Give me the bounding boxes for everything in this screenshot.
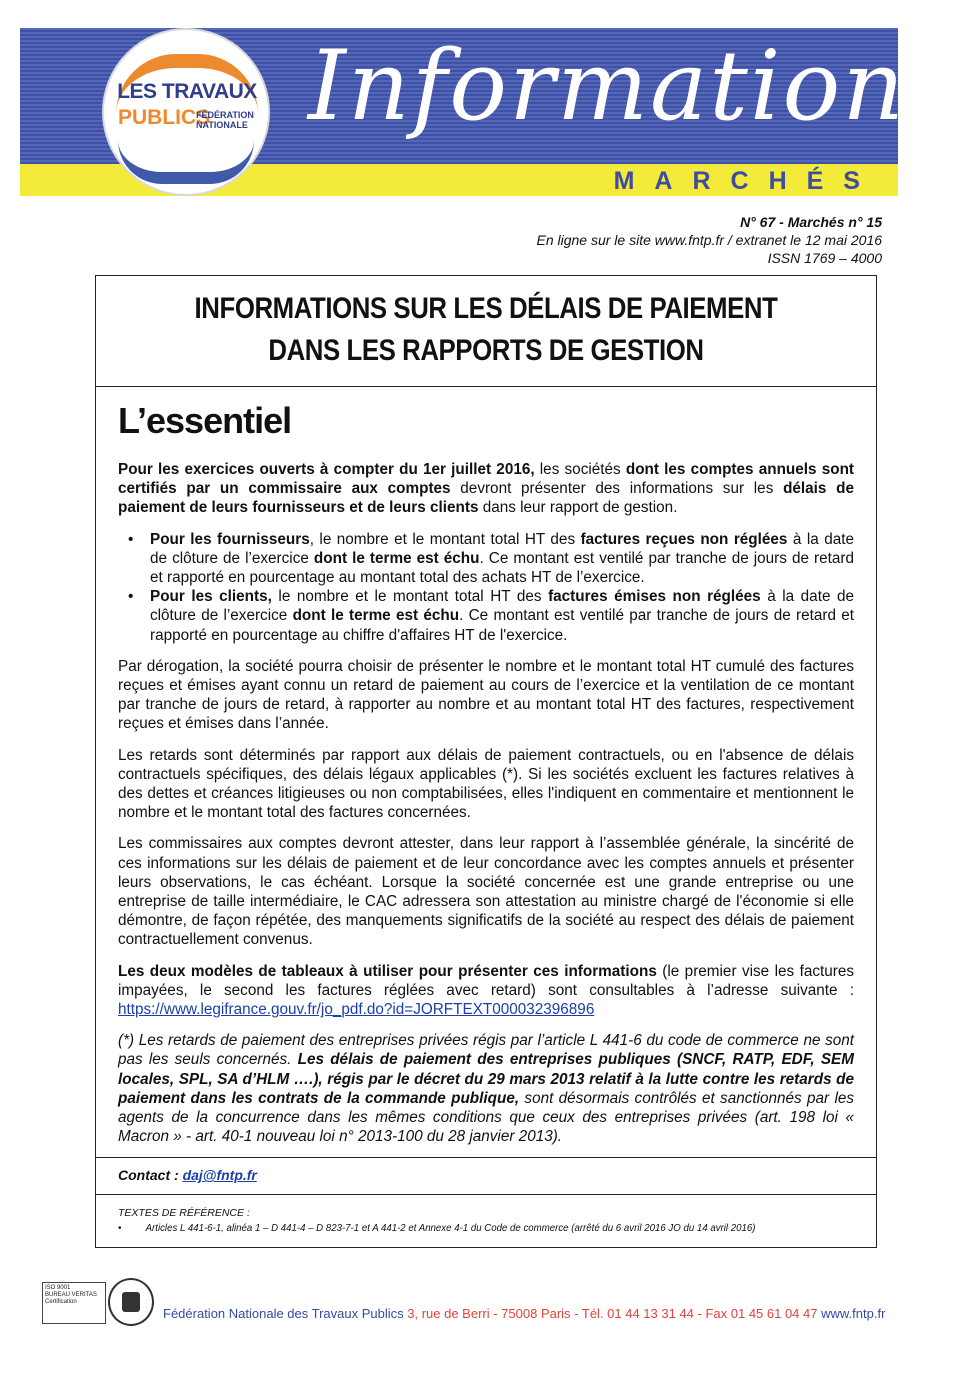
modeles-paragraph: Les deux modèles de tableaux à utiliser pour présenter ces informations (le premier vise les factures impayées, le second les factures réglées avec retard) sont consultables à l’adresse suivante : https://www.legifrance.gouv.fr/jo_pdf.do?id=JORFTEXT000032396896 [118, 962, 854, 1019]
logo-text-bottom: PUBLICS [118, 106, 211, 129]
bullet-clients: • Pour les clients, le nombre et le montant total HT des factures émises non réglées à la date de clôture de l’exercice dont le terme est échu. Ce montant est ventilé par tranche de jours de retard et rapporté en pourcentage au chiffre d'affaires HT de l'exercice. [150, 587, 854, 645]
footer-site[interactable]: www.fntp.fr [817, 1306, 886, 1321]
main-box [95, 275, 877, 1248]
footnote: (*) Les retards de paiement des entreprises privées régis par l’article L 441-6 du code de commerce ne sont pas les seuls concernés. Les délais de paiement des entreprises publiques (SNCF, RATP, EDF, SEM locales, SPL, SA d’HLM ….), régis par le décret du 29 mars 2013 relatif à la lutte contre les retards de paiement dans les contrats de la commande publique, sont désormais contrôlés et sanctionnés par les agents de la concurrence dans les mêmes conditions que ceux des entreprises privées (art. 198 loi « Macron » - art. 40-1 nouveau loi n° 2013-100 du 28 janvier 2013). [118, 1032, 854, 1146]
commissaires-paragraph: Les commissaires aux comptes devront attester, dans leur rapport à l’assemblée générale, la sincérité de ces informations sur les délais de paiement et de leur concordance avec les comptes annuels et présenter leurs observations, le cas échéant. Lorsque la société concernée est une grande entreprise ou une entreprise de taille intermédiaire, le CAC adressera son attestation au ministre chargé de l'économie si elle démontre, de façon répétée, des manquements significatifs de la société au respect des délais de paiement contractuellement convenus. [118, 835, 854, 949]
contact-label: Contact : [118, 1167, 179, 1183]
online-note: En ligne sur le site www.fntp.fr / extranet le 12 mai 2016 [536, 232, 882, 248]
intro-paragraph: Pour les exercices ouverts à compter du 1er juillet 2016, les sociétés dont les comptes annuels sont certifiés par un commissaire aux comptes devront présenter des informations sur les délais de paiement de leurs fournisseurs et de leurs clients dans leur rapport de gestion. [118, 461, 855, 517]
title-box [96, 276, 876, 387]
logo-federation [196, 110, 254, 130]
issue-number: N° 67 - Marchés n° 15 [740, 214, 882, 230]
footer-org: Fédération Nationale des Travaux Publics [163, 1306, 404, 1321]
doc-title-line1: INFORMATIONS SUR LES DÉLAIS DE PAIEMENT [194, 292, 778, 325]
footer-address [163, 1306, 885, 1321]
header-banner [20, 28, 958, 196]
bureau-veritas-seal-icon [108, 1278, 154, 1326]
legifrance-link[interactable]: https://www.legifrance.gouv.fr/jo_pdf.do?id=JORFTEXT000032396896 [118, 1001, 595, 1019]
contact-row [96, 1157, 876, 1195]
retards-paragraph: Les retards sont déterminés par rapport aux délais de paiement contractuels, ou en l'absence de délais contractuels spécifiques, des délais légaux applicables (*). Si les sociétés excluent les factures relatives à des dettes et créances litigieuses ou non comptabilisées, elles l'indiquent en commentaire et mentionnent le nombre et le montant total des factures concernées. [118, 746, 854, 822]
logo-text-top: LES TRAVAUX [117, 80, 257, 103]
bullet-fournisseurs: • Pour les fournisseurs, le nombre et le montant total HT des factures reçues non réglées à la date de clôture de l’exercice dont le terme est échu. Ce montant est ventilé par tranche de jours de retard et rapporté en pourcentage au montant total des achats HT de l’exercice. [150, 530, 854, 588]
iso-certification-badge: ISO 9001 BUREAU VERITAS Certification [42, 1282, 106, 1324]
bullet-list [118, 530, 854, 645]
content-body [118, 460, 854, 1159]
footer-contact: 3, rue de Berri - 75008 Paris - Tél. 01 44 13 31 44 - Fax 01 45 61 04 47 [403, 1306, 818, 1321]
contact-email-link[interactable]: daj@fntp.fr [182, 1167, 257, 1183]
refs-item: • Articles L 441-6-1, alinéa 1 – D 441-4 – D 823-7-1 et A 441-2 et Annexe 4-1 du Code de commerce (arrêté du 6 avril 2016 JO du 14 avril 2016) [118, 1221, 755, 1236]
logo-fed-line2: NATIONALE [196, 120, 248, 130]
refs-title: TEXTES DE RÉFÉRENCE : [118, 1207, 250, 1219]
derogation-paragraph: Par dérogation, la société pourra choisir de présenter le nombre et le montant total HT cumulé des factures reçues et émises ayant connu un retard de paiement au cours de l’exercice et la ventilation de ce montant par tranche de jours de retard, à rapporter au nombre et au montant total HT des factures, respectivement reçues et émises dans l’année. [118, 657, 854, 733]
banner-subtitle: MARCHÉS [613, 167, 880, 195]
doc-title-line2: DANS LES RAPPORTS DE GESTION [268, 334, 704, 367]
issn: ISSN 1769 – 4000 [767, 250, 882, 266]
reference-texts [118, 1206, 811, 1236]
issue-meta [536, 213, 882, 267]
section-heading: L’essentiel [118, 400, 292, 441]
banner-title: Informations [308, 30, 958, 142]
logo-fed-line1: FÉDÉRATION [196, 110, 254, 120]
